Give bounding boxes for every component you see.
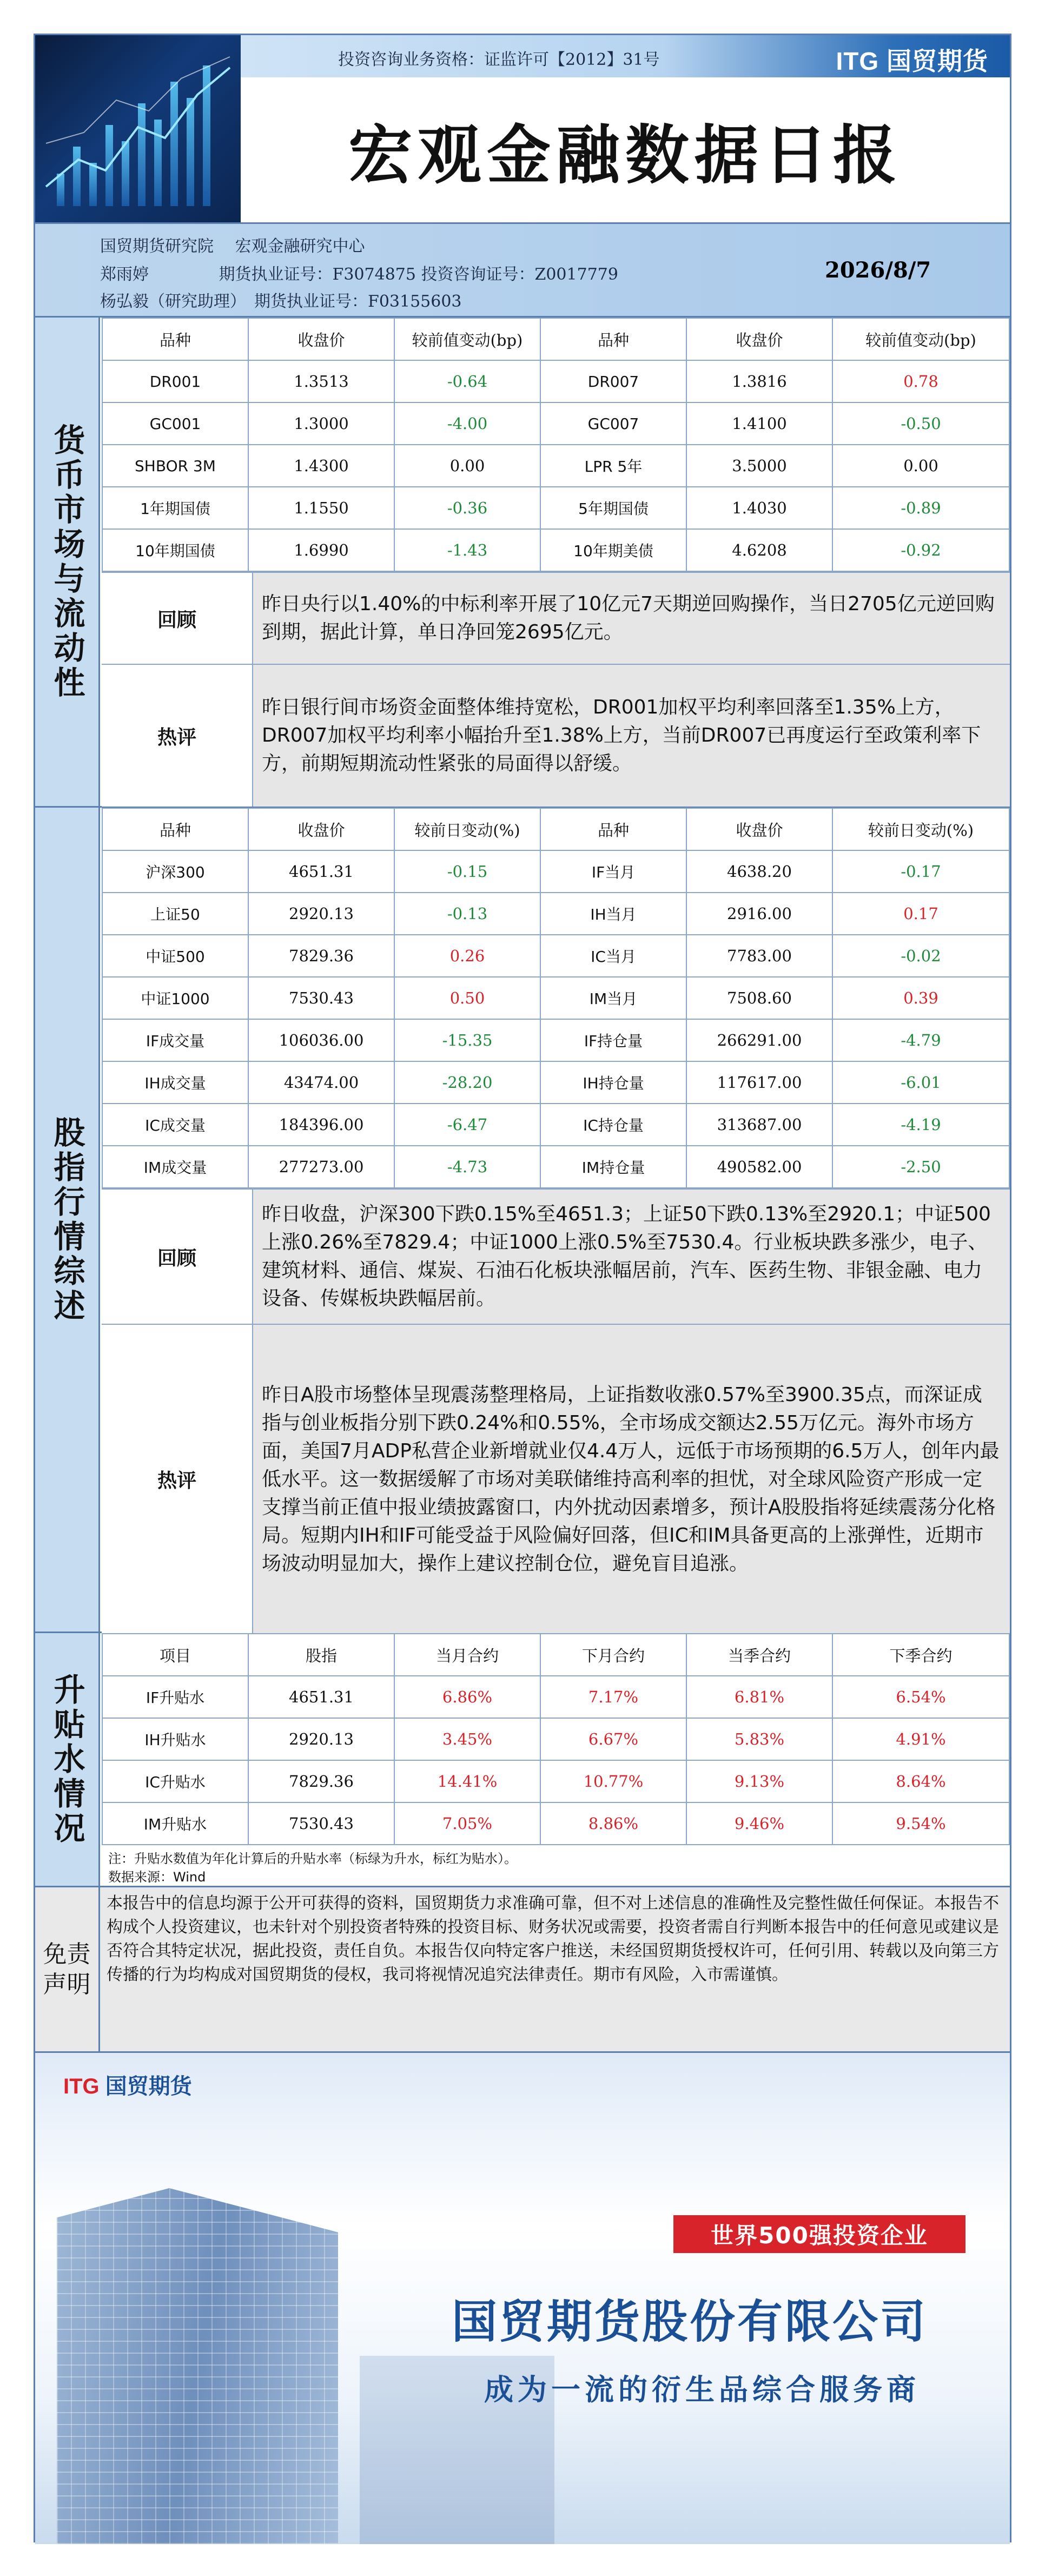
change-value: -0.50 bbox=[832, 402, 1009, 445]
section-label: 股指行情综述 bbox=[35, 808, 100, 1632]
current-quarter-basis: 6.81% bbox=[686, 1676, 832, 1718]
change-value: -2.50 bbox=[832, 1146, 1009, 1188]
disclaimer-text: 本报告中的信息均源于公开可获得的资料，国贸期货力求准确可靠，但不对上述信息的准确性及完整性做任何保证。本报告不构成个人投资建议，也未针对个别投资者特殊的投资目标、财务状况或需要，投资者需自行判断本报告中的任何意见或建议是否符合其特定状况，据此投资，责任自负。本报告仅向特定客户推送，未经国贸期货授权许可，任何引用、转载以及向第三方传播的行为均构成对国贸期货的侵权，我司将视情况追究法律责任。期市有风险，入市需谨慎。 bbox=[107, 1894, 999, 1984]
table-row bbox=[102, 1718, 1009, 1760]
instrument-name: IF持仓量 bbox=[540, 1019, 686, 1061]
institute-line: 国贸期货研究院 宏观金融研究中心 bbox=[100, 237, 365, 256]
column-header: 下季合约 bbox=[832, 1634, 1009, 1676]
table-row bbox=[102, 1104, 1009, 1146]
close-price: 2920.13 bbox=[248, 893, 394, 935]
close-price: 1.4300 bbox=[248, 445, 394, 487]
column-header: 较前值变动(bp) bbox=[832, 318, 1009, 360]
stock-comment-text: 昨日A股市场整体呈现震荡整理格局，上证指数收涨0.57%至3900.35点，而深证成指与创业板指分别下跌0.24%和0.55%，全市场成交额达2.55万亿元。海外市场方面，美国7月ADP私营企业新增就业仅4.4万人，远低于市场预期的6.5万人，创年内最低水平。这一数据缓解了市场对美联储维持高利率的担忧，对全球风险资产形成一定支撑当前正值中报业绩披露窗口，内外扰动因素增多，预计A股股指将延续震荡分化格局。短期内IH和IF可能受益于风险偏好回落，但IC和IM具备更高的上涨弹性，近期市场波动明显加大，操作上建议控制仓位，避免盲目追涨。 bbox=[253, 1325, 1010, 1634]
table-row bbox=[102, 402, 1009, 445]
instrument-name: IH当月 bbox=[540, 893, 686, 935]
instrument-name: IH成交量 bbox=[102, 1061, 248, 1104]
close-price: 4651.31 bbox=[248, 850, 394, 893]
stock-review-text: 昨日收盘，沪深300下跌0.15%至4651.3；上证50下跌0.13%至2920.1；中证500上涨0.26%至7829.4；中证1000上涨0.5%至7530.4。行业板块跌多涨少，电子、建筑材料、通信、煤炭、石油石化板块涨幅居前，汽车、医药生物、非银金融、电力设备、传媒板块跌幅居前。 bbox=[253, 1190, 1010, 1324]
column-header: 品种 bbox=[102, 808, 248, 850]
instrument-name: IM成交量 bbox=[102, 1146, 248, 1188]
change-value: -15.35 bbox=[394, 1019, 540, 1061]
index-value: 7530.43 bbox=[248, 1802, 394, 1845]
column-header: 品种 bbox=[540, 318, 686, 360]
change-value: 0.00 bbox=[394, 445, 540, 487]
disclaimer-label: 免责 声明 bbox=[35, 1887, 100, 2051]
stock-review-row bbox=[102, 1188, 1010, 1324]
money-market-section bbox=[35, 318, 1010, 808]
close-price: 313687.00 bbox=[686, 1104, 832, 1146]
instrument-name: IH持仓量 bbox=[540, 1061, 686, 1104]
column-header: 股指 bbox=[248, 1634, 394, 1676]
instrument-name: GC007 bbox=[540, 402, 686, 445]
change-value: 0.17 bbox=[832, 893, 1009, 935]
next-quarter-basis: 9.54% bbox=[832, 1802, 1009, 1845]
basis-section bbox=[35, 1633, 1010, 1887]
column-header: 当月合约 bbox=[394, 1634, 540, 1676]
comment-label: 热评 bbox=[102, 665, 253, 807]
comment-label: 热评 bbox=[102, 1325, 253, 1634]
close-price: 1.3000 bbox=[248, 402, 394, 445]
instrument-name: 沪深300 bbox=[102, 850, 248, 893]
current-quarter-basis: 9.46% bbox=[686, 1802, 832, 1845]
table-row bbox=[102, 360, 1009, 402]
table-row bbox=[102, 445, 1009, 487]
close-price: 1.4100 bbox=[686, 402, 832, 445]
report-title: 宏观金融数据日报 bbox=[348, 117, 902, 193]
change-value: -1.43 bbox=[394, 529, 540, 571]
table-row bbox=[102, 1146, 1009, 1188]
data-source-line: 数据来源：Wind bbox=[108, 1870, 206, 1885]
close-price: 266291.00 bbox=[686, 1019, 832, 1061]
column-header: 收盘价 bbox=[686, 808, 832, 850]
table-row bbox=[102, 893, 1009, 935]
column-header: 收盘价 bbox=[248, 318, 394, 360]
change-value: -0.02 bbox=[832, 935, 1009, 977]
current-month-basis: 7.05% bbox=[394, 1802, 540, 1845]
change-value: -0.92 bbox=[832, 529, 1009, 571]
table-row bbox=[102, 850, 1009, 893]
table-row bbox=[102, 1802, 1009, 1845]
next-month-basis: 6.67% bbox=[540, 1718, 686, 1760]
change-value: -4.73 bbox=[394, 1146, 540, 1188]
author-line-2: 杨弘毅（研究助理） 期货执业证号：F03155603 bbox=[100, 292, 462, 311]
current-quarter-basis: 5.83% bbox=[686, 1718, 832, 1760]
change-value: 0.00 bbox=[832, 445, 1009, 487]
close-price: 43474.00 bbox=[248, 1061, 394, 1104]
close-price: 1.3513 bbox=[248, 360, 394, 402]
basis-item-name: IF升贴水 bbox=[102, 1676, 248, 1718]
header-finance-graphic bbox=[35, 35, 241, 222]
instrument-name: 上证50 bbox=[102, 893, 248, 935]
basis-item-name: IC升贴水 bbox=[102, 1760, 248, 1802]
review-label: 回顾 bbox=[102, 1190, 253, 1324]
instrument-name: 中证1000 bbox=[102, 977, 248, 1019]
instrument-name: DR001 bbox=[102, 360, 248, 402]
basis-table bbox=[102, 1633, 1010, 1845]
close-price: 3.5000 bbox=[686, 445, 832, 487]
close-price: 184396.00 bbox=[248, 1104, 394, 1146]
close-price: 7783.00 bbox=[686, 935, 832, 977]
column-header: 项目 bbox=[102, 1634, 248, 1676]
stock-index-section bbox=[35, 808, 1010, 1633]
fortune-500-badge: 世界500强投资企业 bbox=[673, 2215, 965, 2253]
index-value: 4651.31 bbox=[248, 1676, 394, 1718]
column-header: 下月合约 bbox=[540, 1634, 686, 1676]
change-value: -6.01 bbox=[832, 1061, 1009, 1104]
company-slogan: 成为一流的衍生品综合服务商 bbox=[484, 2373, 920, 2407]
section-label: 升贴水情况 bbox=[35, 1633, 100, 1886]
instrument-name: DR007 bbox=[540, 360, 686, 402]
current-month-basis: 14.41% bbox=[394, 1760, 540, 1802]
table-row bbox=[102, 1019, 1009, 1061]
instrument-name: 1年期国债 bbox=[102, 487, 248, 529]
basis-item-name: IM升贴水 bbox=[102, 1802, 248, 1845]
building-windows bbox=[57, 2188, 338, 2544]
table-row bbox=[102, 935, 1009, 977]
table-row bbox=[102, 1676, 1009, 1718]
change-value: -0.36 bbox=[394, 487, 540, 529]
instrument-name: 5年期国债 bbox=[540, 487, 686, 529]
instrument-name: 10年期美债 bbox=[540, 529, 686, 571]
index-value: 7829.36 bbox=[248, 1760, 394, 1802]
instrument-name: LPR 5年 bbox=[540, 445, 686, 487]
report-page bbox=[34, 34, 1011, 2542]
basis-note bbox=[102, 1846, 1010, 1890]
close-price: 7508.60 bbox=[686, 977, 832, 1019]
next-month-basis: 8.86% bbox=[540, 1802, 686, 1845]
instrument-name: IM当月 bbox=[540, 977, 686, 1019]
money-review-text: 昨日央行以1.40%的中标利率开展了10亿元7天期逆回购操作，当日2705亿元逆回购到期，据此计算，单日净回笼2695亿元。 bbox=[253, 573, 1010, 664]
column-header: 收盘价 bbox=[248, 808, 394, 850]
change-value: 0.39 bbox=[832, 977, 1009, 1019]
company-banner bbox=[35, 2053, 1010, 2544]
banner-logo: ITG 国贸期货 bbox=[63, 2075, 192, 2098]
instrument-name: 中证500 bbox=[102, 935, 248, 977]
current-month-basis: 3.45% bbox=[394, 1718, 540, 1760]
close-price: 1.1550 bbox=[248, 487, 394, 529]
change-value: -4.79 bbox=[832, 1019, 1009, 1061]
instrument-name: SHBOR 3M bbox=[102, 445, 248, 487]
close-price: 4.6208 bbox=[686, 529, 832, 571]
author-line-1: 郑雨婷 期货执业证号：F3074875 投资咨询证号：Z0017779 bbox=[100, 265, 618, 284]
close-price: 1.3816 bbox=[686, 360, 832, 402]
change-value: 0.50 bbox=[394, 977, 540, 1019]
column-header: 当季合约 bbox=[686, 1634, 832, 1676]
column-header: 收盘价 bbox=[686, 318, 832, 360]
table-row bbox=[102, 1061, 1009, 1104]
close-price: 106036.00 bbox=[248, 1019, 394, 1061]
change-value: -0.89 bbox=[832, 487, 1009, 529]
money-market-table bbox=[102, 318, 1010, 572]
money-review-row bbox=[102, 572, 1010, 664]
current-month-basis: 6.86% bbox=[394, 1676, 540, 1718]
company-name: 国贸期货股份有限公司 bbox=[452, 2295, 928, 2348]
header-top-bar bbox=[241, 35, 1010, 77]
author-info-bar bbox=[35, 222, 1010, 318]
close-price: 1.6990 bbox=[248, 529, 394, 571]
close-price: 117617.00 bbox=[686, 1061, 832, 1104]
next-quarter-basis: 6.54% bbox=[832, 1676, 1009, 1718]
column-header: 品种 bbox=[540, 808, 686, 850]
disclaimer-section bbox=[35, 1887, 1010, 2053]
money-comment-text: 昨日银行间市场资金面整体维持宽松，DR001加权平均利率回落至1.35%上方，DR007加权平均利率小幅抬升至1.38%上方，当前DR007已再度运行至政策利率下方，前期短期流动性紧张的局面得以舒缓。 bbox=[253, 665, 1010, 807]
money-comment-row bbox=[102, 664, 1010, 807]
stock-comment-row bbox=[102, 1324, 1010, 1634]
report-date: 2026/8/7 bbox=[825, 257, 931, 283]
change-value: -0.17 bbox=[832, 850, 1009, 893]
instrument-name: IF当月 bbox=[540, 850, 686, 893]
change-value: -0.64 bbox=[394, 360, 540, 402]
change-value: -4.00 bbox=[394, 402, 540, 445]
instrument-name: IC持仓量 bbox=[540, 1104, 686, 1146]
next-quarter-basis: 8.64% bbox=[832, 1760, 1009, 1802]
instrument-name: GC001 bbox=[102, 402, 248, 445]
close-price: 1.4030 bbox=[686, 487, 832, 529]
table-row bbox=[102, 487, 1009, 529]
next-month-basis: 10.77% bbox=[540, 1760, 686, 1802]
change-value: -4.19 bbox=[832, 1104, 1009, 1146]
instrument-name: IM持仓量 bbox=[540, 1146, 686, 1188]
column-header: 较前值变动(bp) bbox=[394, 318, 540, 360]
section-label: 货币市场与流动性 bbox=[35, 318, 100, 806]
change-value: -28.20 bbox=[394, 1061, 540, 1104]
change-value: 0.26 bbox=[394, 935, 540, 977]
close-price: 490582.00 bbox=[686, 1146, 832, 1188]
report-header bbox=[35, 35, 1010, 222]
table-row bbox=[102, 977, 1009, 1019]
table-row bbox=[102, 529, 1009, 571]
instrument-name: IC成交量 bbox=[102, 1104, 248, 1146]
close-price: 4638.20 bbox=[686, 850, 832, 893]
close-price: 2916.00 bbox=[686, 893, 832, 935]
next-month-basis: 7.17% bbox=[540, 1676, 686, 1718]
change-value: -6.47 bbox=[394, 1104, 540, 1146]
close-price: 277273.00 bbox=[248, 1146, 394, 1188]
close-price: 7530.43 bbox=[248, 977, 394, 1019]
itg-logo: ITG 国贸期货 bbox=[836, 47, 988, 75]
change-value: -0.15 bbox=[394, 850, 540, 893]
qualification-text: 投资咨询业务资格：证监许可【2012】31号 bbox=[338, 50, 660, 69]
instrument-name: 10年期国债 bbox=[102, 529, 248, 571]
column-header: 品种 bbox=[102, 318, 248, 360]
basis-note-line: 注：升贴水数值为年化计算后的升贴水率（标绿为升水，标红为贴水）。 bbox=[108, 1851, 517, 1866]
table-row bbox=[102, 1760, 1009, 1802]
basis-item-name: IH升贴水 bbox=[102, 1718, 248, 1760]
next-quarter-basis: 4.91% bbox=[832, 1718, 1009, 1760]
review-label: 回顾 bbox=[102, 573, 253, 664]
stock-index-table bbox=[102, 808, 1010, 1188]
column-header: 较前日变动(%) bbox=[832, 808, 1009, 850]
change-value: 0.78 bbox=[832, 360, 1009, 402]
column-header: 较前日变动(%) bbox=[394, 808, 540, 850]
close-price: 7829.36 bbox=[248, 935, 394, 977]
index-value: 2920.13 bbox=[248, 1718, 394, 1760]
change-value: -0.13 bbox=[394, 893, 540, 935]
instrument-name: IC当月 bbox=[540, 935, 686, 977]
current-quarter-basis: 9.13% bbox=[686, 1760, 832, 1802]
instrument-name: IF成交量 bbox=[102, 1019, 248, 1061]
